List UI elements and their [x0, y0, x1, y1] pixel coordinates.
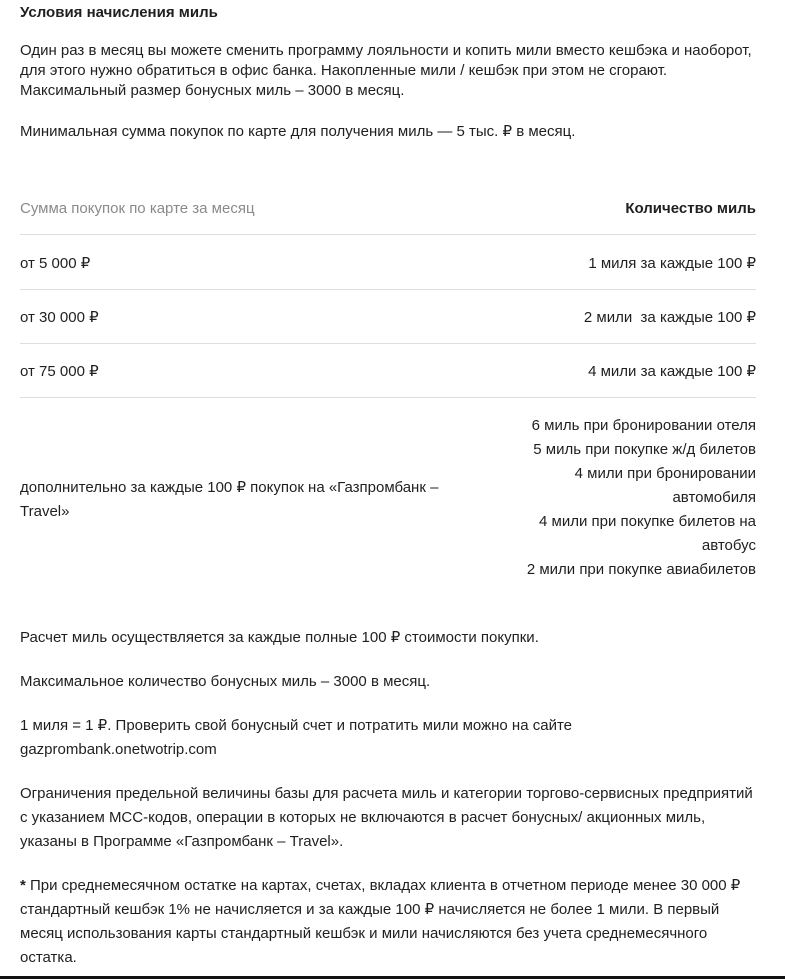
row-threshold: от 5 000 ₽ — [20, 255, 91, 272]
rate-note: 1 миля = 1 ₽. Проверить свой бонусный счет и потратить мили можно на сайте gazprombank.onetwotrip.com — [20, 717, 572, 758]
header-miles-count: Количество миль — [625, 200, 756, 217]
row-miles: 2 мили за каждые 100 ₽ — [583, 309, 756, 326]
travel-bonus-item: 4 мили при покупке билетов на автобус — [539, 513, 756, 554]
table-row — [20, 236, 756, 290]
travel-bonus-row — [20, 414, 756, 584]
row-miles: 1 миля за каждые 100 ₽ — [588, 255, 756, 272]
footnote — [20, 874, 756, 970]
travel-bonus-item: 6 миль при бронировании отеля — [531, 417, 756, 434]
travel-bonus-item: 5 миль при покупке ж/д билетов — [533, 441, 756, 458]
table-row — [20, 344, 756, 398]
header-purchase-sum: Сумма покупок по карте за месяц — [20, 200, 255, 217]
travel-bonus-item: 4 мили при бронировании автомобиля — [574, 465, 756, 506]
section-title: Условия начисления миль — [20, 4, 218, 21]
intro-paragraph: Один раз в месяц вы можете сменить программу лояльности и копить мили вместо кешбэка и наоборот, для этого нужно обратиться в офис банка. Накопленные мили / кешбэк при этом не сгорают. Максимальный размер бонусных миль – 3000 в месяц. — [20, 42, 752, 99]
travel-bonus-list — [496, 414, 756, 582]
table-row — [20, 290, 756, 344]
footnote-star: * — [20, 877, 26, 894]
row-threshold: от 30 000 ₽ — [20, 309, 99, 326]
footnote-text: При среднемесячном остатке на картах, счетах, вкладах клиента в отчетном периоде менее 30 000 ₽ стандартный кешбэк 1% не начисляется и за каждые 100 ₽ начисляется не более 1 мили. В первый месяц использования карты стандартный кешбэк и мили начисляются без учета среднемесячного остатка. — [20, 877, 741, 966]
calc-note: Расчет миль осуществляется за каждые полные 100 ₽ стоимости покупки. — [20, 629, 539, 646]
travel-bonus-item: 2 мили при покупке авиабилетов — [526, 561, 756, 578]
min-sum-paragraph: Минимальная сумма покупок по карте для получения миль — 5 тыс. ₽ в месяц. — [20, 123, 576, 140]
limits-note: Ограничения предельной величины базы для расчета миль и категории торгово-сервисных предприятий с указанием МСС-кодов, операции в которых не включаются в расчет бонусных/ акционных миль, указаны в Программе «Газпромбанк – Travel». — [20, 785, 753, 850]
row-threshold: от 75 000 ₽ — [20, 363, 99, 380]
max-miles-note: Максимальное количество бонусных миль – 3000 в месяц. — [20, 673, 431, 690]
miles-table-header — [20, 188, 756, 235]
row-miles: 4 мили за каждые 100 ₽ — [588, 363, 756, 380]
travel-bonus-description: дополнительно за каждые 100 ₽ покупок на «Газпромбанк – Travel» — [20, 479, 439, 520]
